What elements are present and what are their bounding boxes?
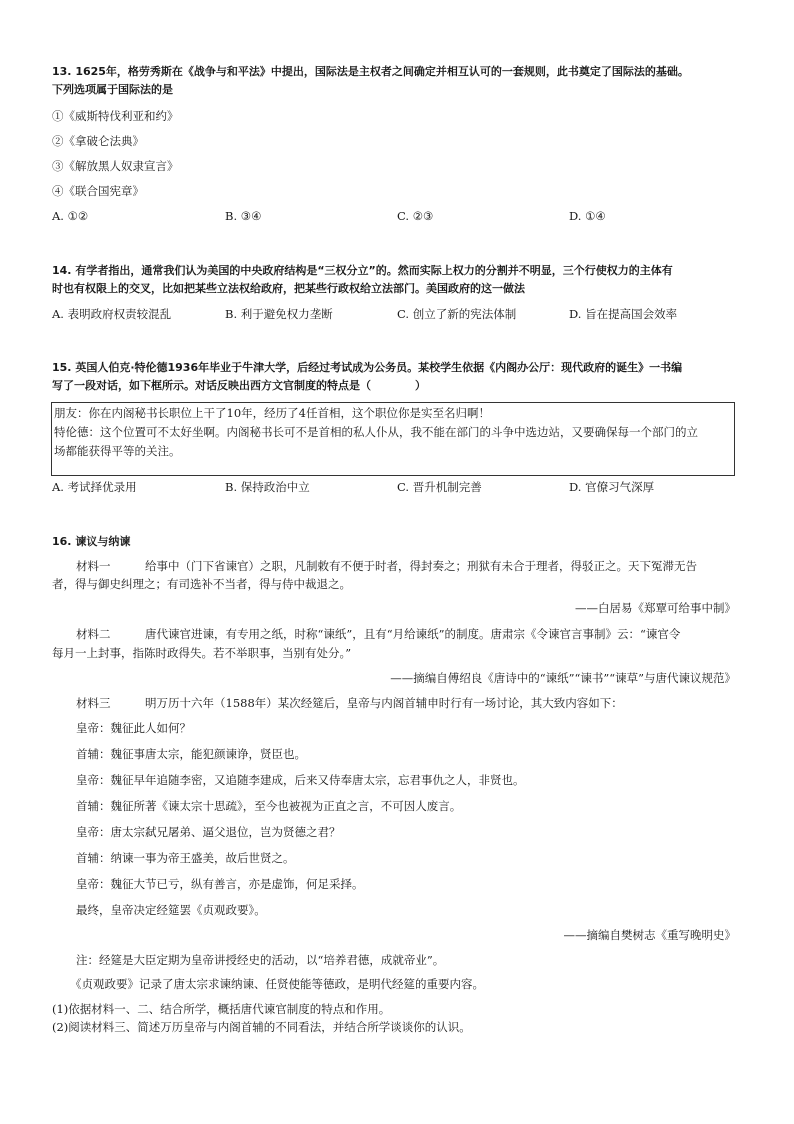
q13-item-1: ①《威斯特伐利亚和约》	[52, 109, 179, 123]
q16-subquestion-2: (2)阅读材料三、简述万历皇帝与内阁首辅的不同看法，并结合所学谈谈你的认识。	[52, 1020, 471, 1034]
q16-dialogue-line1: 皇帝：魏征此人如何？	[76, 721, 191, 735]
q13-option-d[interactable]: D. ①④	[569, 209, 606, 223]
q13-item-3: ③《解放黑人奴隶宣言》	[52, 159, 179, 173]
q16-dialogue-line8: 最终，皇帝决定经筵罢《贞观政要》。	[76, 903, 266, 917]
q16-subquestion-1: (1)依据材料一、二、结合所学，概括唐代谏官制度的特点和作用。	[52, 1002, 391, 1016]
q16-note-line1: 注：经筵是大臣定期为皇帝讲授经史的活动，以“培养君德，成就帝业”。	[76, 953, 445, 967]
q15-stem-line2: 写了一段对话，如下框所示。对话反映出西方文官制度的特点是（ ）	[52, 379, 426, 392]
q13-item-2: ②《拿破仑法典》	[52, 134, 144, 148]
q16-dialogue-line3: 皇帝：魏征早年追随李密，又追随李建成，后来又侍奉唐太宗，忘君事仇之人，非贤也。	[76, 773, 525, 787]
q13-option-b[interactable]: B. ③④	[225, 209, 262, 223]
q16-dialogue-line7: 皇帝：魏征大节已亏，纵有善言，亦是虚饰，何足采择。	[76, 877, 364, 891]
q16-material2-line1: 材料二 唐代谏官进谏，有专用之纸，时称“谏纸”，且有“月给谏纸”的制度。唐肃宗《令谏官言事制》云：“谏官令	[76, 627, 681, 641]
q14-stem-line1: 14. 有学者指出，通常我们认为美国的中央政府结构是“三权分立”的。然而实际上权力的分割并不明显，三个行使权力的主体有	[52, 264, 673, 277]
q16-material3-line1: 材料三 明万历十六年（1588年）某次经筵后，皇帝与内阁首辅申时行有一场讨论，其大致内容如下：	[76, 696, 623, 710]
q16-note-line2: 《贞观政要》记录了唐太宗求谏纳谏、任贤使能等德政，是明代经筵的重要内容。	[70, 977, 484, 991]
q16-title: 16. 谏议与纳谏	[52, 535, 131, 548]
q16-dialogue-line5: 皇帝：唐太宗弑兄屠弟、逼父退位，岂为贤德之君？	[76, 825, 341, 839]
q15-box-line1: 朋友：你在内阁秘书长职位上干了10年，经历了4任首相，这个职位你是实至名归啊！	[54, 406, 490, 420]
q16-material2-line2: 每月一上封事，指陈时政得失。若不举职事，当别有处分。”	[52, 646, 352, 660]
q15-option-c[interactable]: C. 晋升机制完善	[397, 480, 482, 494]
q15-box-line3: 场都能获得平等的关注。	[54, 444, 181, 458]
q16-dialogue-line6: 首辅：纳谏一事为帝王盛美，故后世贤之。	[76, 851, 295, 865]
q14-option-b[interactable]: B. 利于避免权力垄断	[225, 307, 333, 321]
q16-dialogue-line2: 首辅：魏征事唐太宗，能犯颜谏诤，贤臣也。	[76, 747, 306, 761]
q13-item-4: ④《联合国宪章》	[52, 184, 144, 198]
q15-option-a[interactable]: A. 考试择优录用	[52, 480, 137, 494]
q15-option-b[interactable]: B. 保持政治中立	[225, 480, 310, 494]
q13-stem-line2: 下列选项属于国际法的是	[52, 83, 173, 96]
q16-material3-source: ——摘编自樊树志《重写晚明史》	[563, 928, 736, 942]
q16-dialogue-line4: 首辅：魏征所著《谏太宗十思疏》，至今也被视为正直之言，不可因人废言。	[76, 799, 462, 813]
q14-option-c[interactable]: C. 创立了新的宪法体制	[397, 307, 517, 321]
q15-stem-line1: 15. 英国人伯克·特伦德1936年毕业于牛津大学，后经过考试成为公务员。某校学生依据《内阁办公厅：现代政府的诞生》一书编	[52, 361, 683, 374]
q13-option-c[interactable]: C. ②③	[397, 209, 434, 223]
q13-option-a[interactable]: A. ①②	[52, 209, 89, 223]
q13-stem-line1: 13. 1625年，格劳秀斯在《战争与和平法》中提出，国际法是主权者之间确定并相互认可的一套规则，此书奠定了国际法的基础。	[52, 65, 689, 78]
q14-stem-line2: 时也有权限上的交叉，比如把某些立法权给政府，把某些行政权给立法部门。美国政府的这一做法	[52, 282, 525, 295]
q16-material1-line2: 者，得与御史纠理之；有司选补不当者，得与侍中裁退之。	[52, 577, 351, 591]
q16-material1-line1: 材料一 给事中（门下省谏官）之职，凡制敕有不便于时者，得封奏之；刑狱有未合于理者，得驳正之。天下冤滞无告	[76, 559, 697, 573]
q14-option-d[interactable]: D. 旨在提高国会效率	[569, 307, 678, 321]
q15-option-d[interactable]: D. 官僚习气深厚	[569, 480, 655, 494]
q14-option-a[interactable]: A. 表明政府权责较混乱	[52, 307, 172, 321]
q16-material1-source: ——白居易《郑覃可给事中制》	[575, 601, 736, 615]
q16-material2-source: ——摘编自傅绍良《唐诗中的“谏纸”“谏书”“谏草”与唐代谏议规范》	[390, 671, 736, 685]
q15-box-line2: 特伦德：这个位置可不太好坐啊。内阁秘书长可不是首相的私人仆从，我不能在部门的斗争中选边站，又要确保每一个部门的立	[54, 425, 698, 439]
